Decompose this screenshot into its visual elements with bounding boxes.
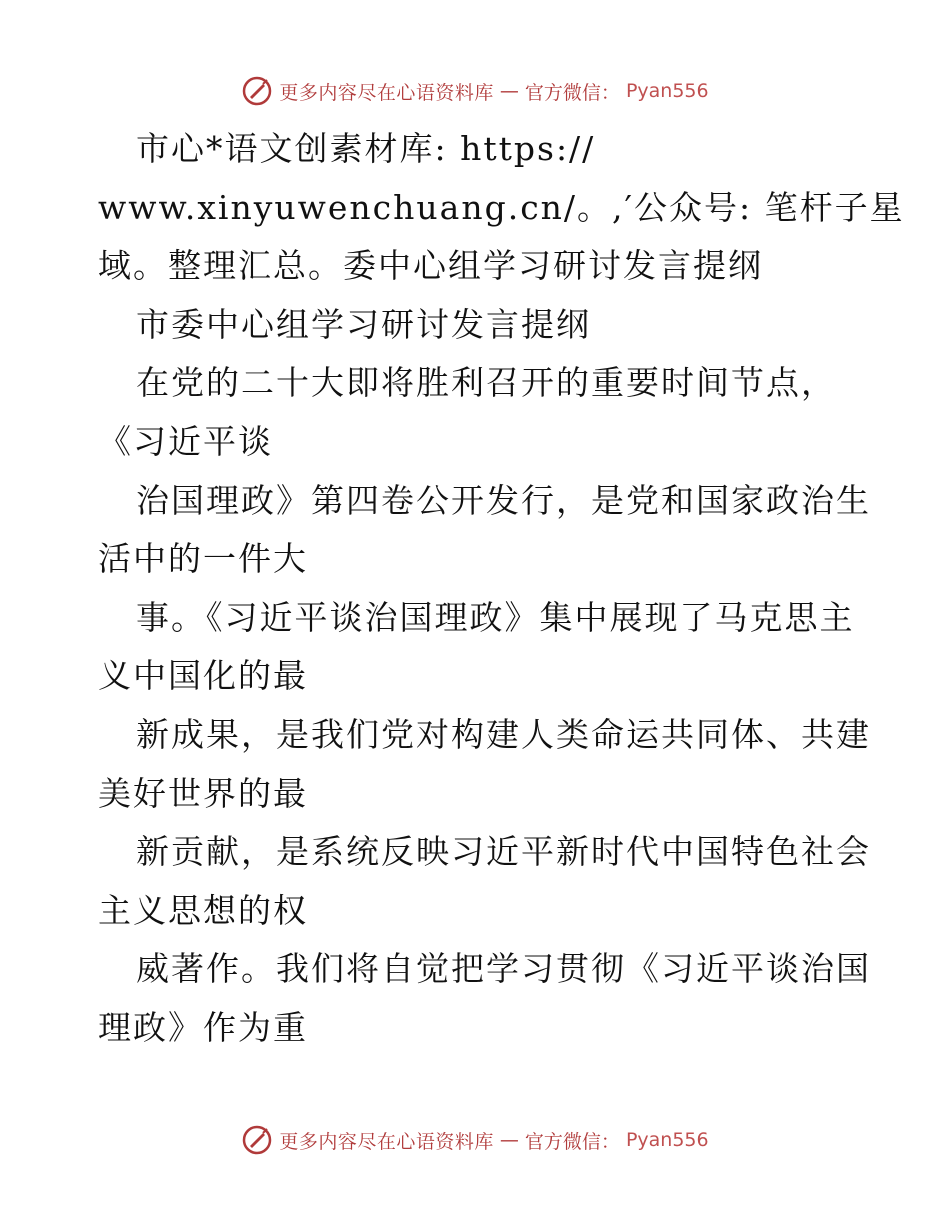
footer-watermark [0,1120,950,1160]
document-line: 主义思想的权 [98,890,308,930]
watermark-wechat-id: Pyan556 [625,80,709,102]
watermark-brand-text: 更多内容尽在心语资料库 [279,1130,494,1153]
document-line: 市心*语文创素材库: https:// [136,129,596,168]
document-line: 事。《习近平谈治国理政》集中展现了马克思主 [136,597,855,637]
document-line: 新贡献，是系统反映习近平新时代中国特色社会 [136,832,871,872]
document-line: 在党的二十大即将胜利召开的重要时间节点， [136,363,836,403]
document-line: 市委中心组学习研讨发言提纲 [136,304,591,344]
document-line: 新成果，是我们党对构建人类命运共同体、共建 [136,714,871,754]
watermark-separator: — [499,1129,519,1151]
quill-seal-icon [241,75,273,107]
watermark-wechat-id: Pyan556 [625,1129,709,1151]
document-line: 威著作。我们将自觉把学习贯彻《习近平谈治国 [136,949,871,989]
header-watermark [0,71,950,111]
document-line: www.xinyuwenchuang.cn/。,′公众号: 笔杆子星 [98,187,905,227]
watermark-separator: — [499,80,519,102]
watermark-label: 官方微信： [524,1130,620,1153]
document-line: 域。整理汇总。委中心组学习研讨发言提纲 [98,246,763,286]
document-line: 《习近平谈 [98,421,273,461]
document-line: 义中国化的最 [98,656,308,696]
document-line: 治国理政》第四卷公开发行，是党和国家政治生 [136,480,871,520]
watermark-label: 官方微信： [524,81,620,104]
document-line: 理政》作为重 [98,1007,308,1047]
quill-seal-icon [241,1124,273,1156]
document-line: 活中的一件大 [98,539,308,579]
document-body [98,120,905,1058]
document-line: 美好世界的最 [98,773,308,813]
watermark-brand-text: 更多内容尽在心语资料库 [279,81,494,104]
